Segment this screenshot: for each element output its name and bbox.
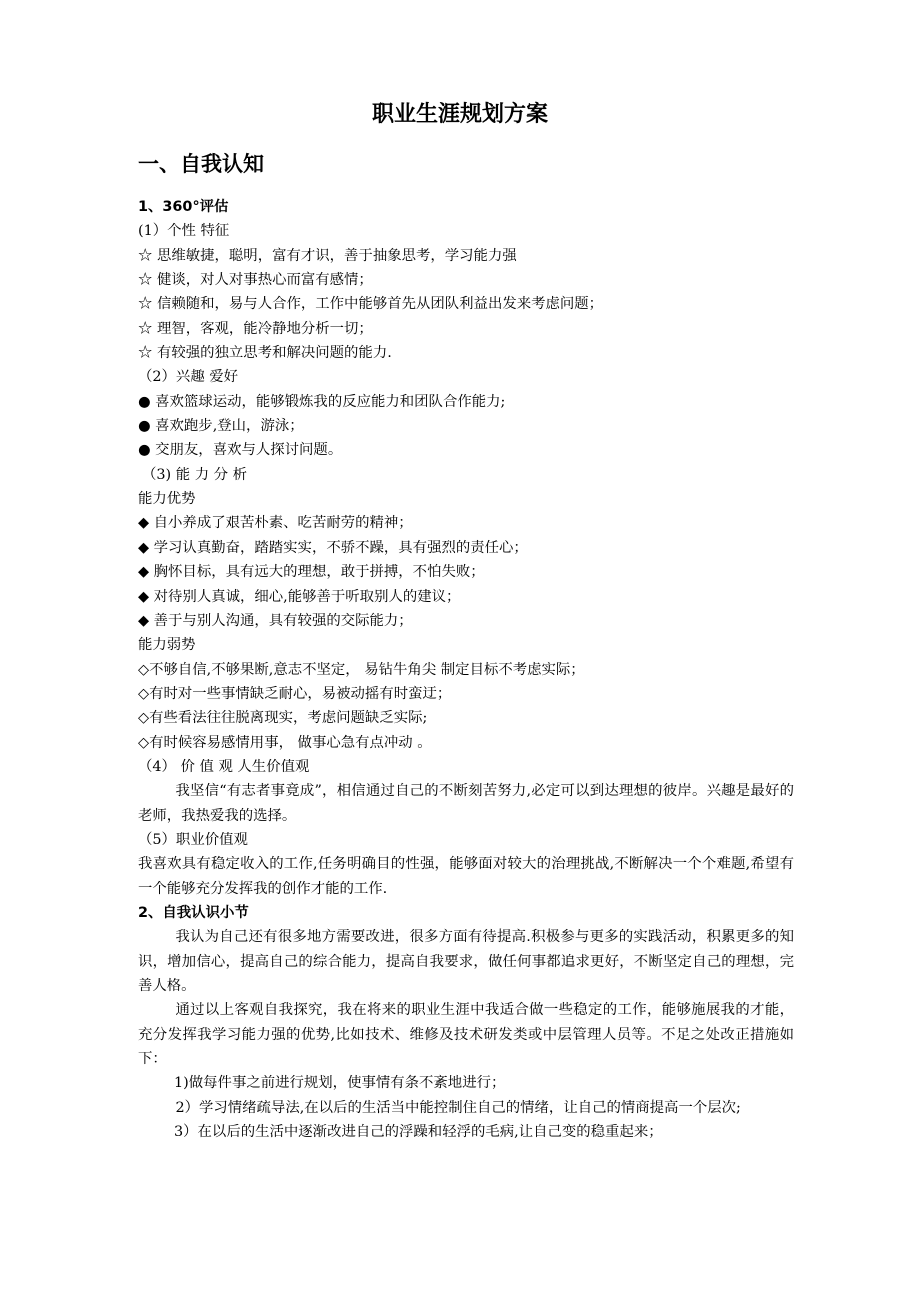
personality-heading: (1）个性 特征 (138, 223, 230, 240)
personality-item: ☆ 健谈，对人对事热心而富有感情； (138, 272, 373, 289)
subsection-heading-360: 1、360°评估 (138, 199, 229, 215)
career-values-paragraph: 我喜欢具有稳定收入的工作,任务明确目的性强，能够面对较大的治理挑战,不断解决一个个难题,希望有一个能够充分发挥我的创作才能的工作. (138, 856, 794, 897)
page-title: 职业生涯规划方案 (371, 102, 548, 127)
measure-item: 1)做每件事之前进行规划，使事情有条不紊地进行； (174, 1075, 506, 1092)
summary-paragraph: 我认为自己还有很多地方需要改进，很多方面有待提高.积极参与更多的实践活动，积累更多的知识，增加信心，提高自己的综合能力，提高自我要求，做任何事都追求更好，不断坚定自己的理想，完善人格。 (138, 929, 794, 994)
values-heading: （4） 价 值 观 人生价值观 (138, 758, 310, 775)
document-body (138, 195, 794, 1144)
strength-item: ◆ 自小养成了艰苦朴素、吃苦耐劳的精神； (138, 515, 413, 532)
personality-item: ☆ 信赖随和，易与人合作，工作中能够首先从团队利益出发来考虑问题； (138, 296, 604, 313)
career-values-heading: （5）职业价值观 (138, 831, 248, 848)
interest-item: ● 交朋友，喜欢与人探讨问题。 (138, 442, 343, 459)
weakness-item: ◇有些看法往往脱离现实，考虑问题缺乏实际; (138, 710, 428, 727)
weakness-item: ◇有时对一些事情缺乏耐心，易被动摇有时蛮迂； (138, 685, 452, 702)
weakness-item: ◇不够自信,不够果断,意志不坚定， 易钻牛角尖 制定目标不考虑实际； (138, 661, 585, 678)
strengths-label: 能力优势 (138, 491, 196, 508)
values-paragraph: 我坚信“有志者事竟成”，相信通过自己的不断刻苦努力,必定可以到达理想的彼岸。兴趣是最好的老师，我热爱我的选择。 (138, 783, 794, 824)
strength-item: ◆ 善于与别人沟通，具有较强的交际能力； (138, 612, 413, 629)
summary-paragraph: 通过以上客观自我探究，我在将来的职业生涯中我适合做一些稳定的工作，能够施展我的才能，充分发挥我学习能力强的优势,比如技术、维修及技术研发类或中层管理人员等。不足之处改正措施如下： (138, 1002, 794, 1068)
strength-item: ◆ 对待别人真诚，细心,能够善于听取别人的建议； (138, 588, 461, 605)
interest-item: ● 喜欢跑步,登山，游泳； (138, 418, 304, 435)
personality-item: ☆ 理智，客观，能冷静地分析一切； (138, 320, 373, 337)
strength-item: ◆ 学习认真勤奋，踏踏实实，不骄不躁，具有强烈的责任心； (138, 539, 528, 556)
personality-item: ☆ 有较强的独立思考和解决问题的能力. (138, 345, 392, 362)
interest-item: ● 喜欢篮球运动，能够锻炼我的反应能力和团队合作能力; (138, 393, 506, 410)
weakness-item: ◇有时候容易感情用事， 做事心急有点冲动 。 (138, 734, 432, 751)
measure-item: 3）在以后的生活中逐渐改进自己的浮躁和轻浮的毛病,让自己变的稳重起来； (174, 1124, 663, 1141)
subsection-heading-summary: 2、自我认识小节 (138, 904, 249, 921)
personality-item: ☆ 思维敏捷，聪明，富有才识，善于抽象思考，学习能力强 (138, 247, 517, 264)
measure-item: 2）学习情绪疏导法,在以后的生活当中能控制住自己的情绪，让自己的情商提高一个层次; (175, 1099, 741, 1116)
strength-item: ◆ 胸怀目标，具有远大的理想，敢于拼搏，不怕失败； (138, 564, 485, 581)
ability-heading: （3) 能 力 分 析 (142, 466, 248, 483)
interests-heading: （2）兴趣 爱好 (138, 369, 239, 386)
section-heading-self-awareness: 一、自我认知 (138, 152, 264, 176)
weaknesses-label: 能力弱势 (138, 637, 196, 654)
